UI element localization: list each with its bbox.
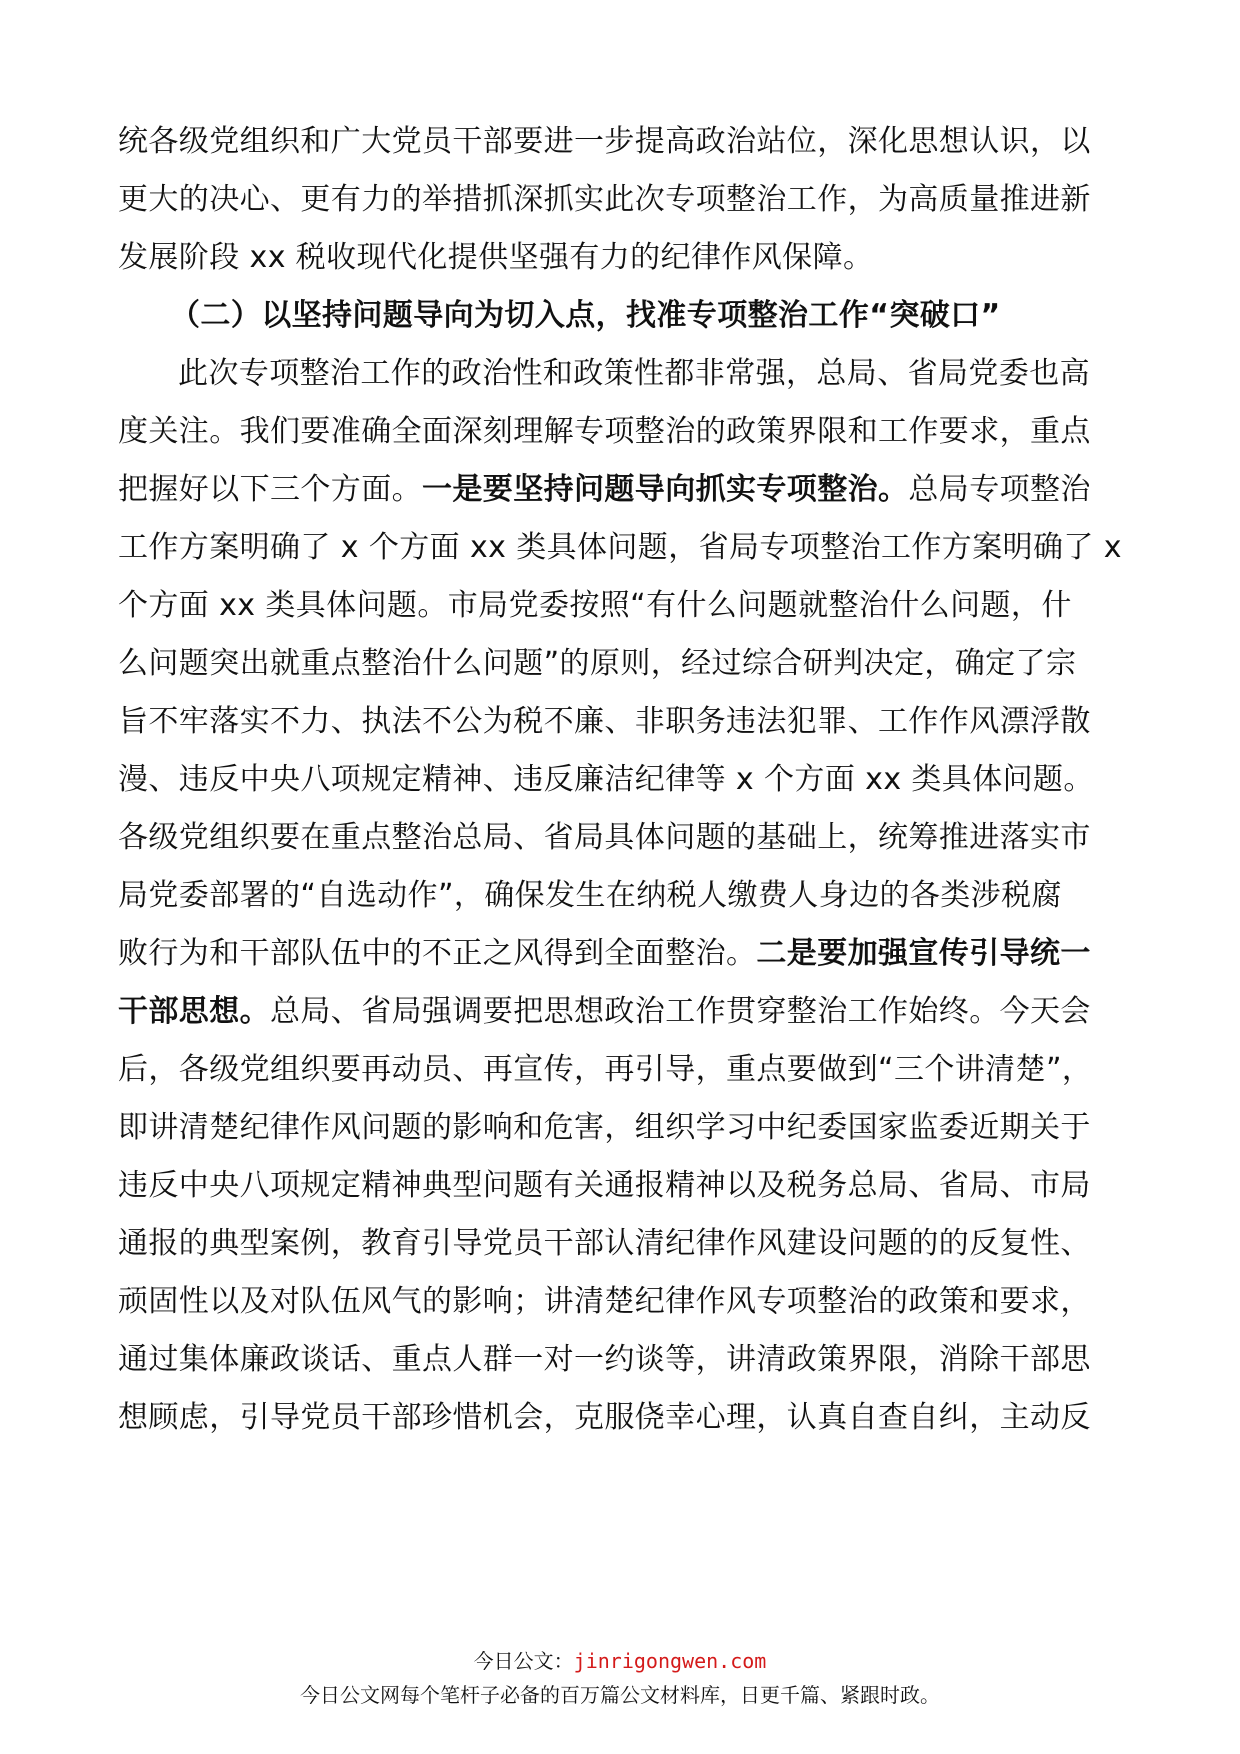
bold-point-1: 一是要坚持问题导向抓实专项整治。: [422, 472, 909, 507]
footer-slogan: 今日公文网每个笔杆子必备的百万篇公文材料库，日更千篇、紧跟时政。: [300, 1683, 940, 1707]
footer-domain-link[interactable]: jinrigongwen.com: [573, 1649, 767, 1673]
text-line: [118, 992, 1118, 1032]
text-line: 顽固性以及对队伍风气的影响；讲清楚纪律作风专项整治的政策和要求，: [118, 1284, 1091, 1319]
text-line: 局党委部署的“自选动作”，确保发生在纳税人缴费人身边的各类涉税腐: [118, 878, 1062, 913]
footer-label: 今日公文：: [473, 1649, 574, 1673]
text-line: 漫、违反中央八项规定精神、违反廉洁纪律等 x 个方面 xx 类具体问题。: [118, 762, 1094, 797]
text-line: 度关注。我们要准确全面深刻理解专项整治的政策界限和工作要求，重点: [118, 414, 1091, 449]
bold-point-2-cont: 干部思想。: [118, 994, 270, 1029]
text-line: 更大的决心、更有力的举措抓深抓实此次专项整治工作，为高质量推进新: [118, 182, 1091, 217]
text-line: 通报的典型案例，教育引导党员干部认清纪律作风建设问题的的反复性、: [118, 1226, 1091, 1261]
text-run: 把握好以下三个方面。: [118, 472, 422, 507]
text-line: 各级党组织要在重点整治总局、省局具体问题的基础上，统筹推进落实市: [118, 820, 1091, 855]
text-run: 败行为和干部队伍中的不正之风得到全面整治。: [118, 936, 757, 971]
text-run: 总局、省局强调要把思想政治工作贯穿整治工作始终。今天会: [270, 994, 1091, 1029]
text-run: 总局专项整治: [908, 472, 1091, 507]
text-line: 么问题突出就重点整治什么问题”的原则，经过综合研判决定，确定了宗: [118, 646, 1077, 681]
text-line: 违反中央八项规定精神典型问题有关通报精神以及税务总局、省局、市局: [118, 1168, 1091, 1203]
text-line: 通过集体廉政谈话、重点人群一对一约谈等，讲清政策界限，消除干部思: [118, 1342, 1091, 1377]
text-line: [118, 470, 1118, 510]
text-line: 即讲清楚纪律作风问题的影响和危害，组织学习中纪委国家监委近期关于: [118, 1110, 1091, 1145]
text-line: 后，各级党组织要再动员、再宣传，再引导，重点要做到“三个讲清楚”，: [118, 1052, 1093, 1087]
bold-point-2: 二是要加强宣传引导统一: [756, 936, 1091, 971]
text-line: 此次专项整治工作的政治性和政策性都非常强，总局、省局党委也高: [178, 356, 1090, 391]
text-line: 发展阶段 xx 税收现代化提供坚强有力的纪律作风保障。: [118, 240, 874, 275]
text-line: 旨不牢落实不力、执法不公为税不廉、非职务违法犯罪、工作作风漂浮散: [118, 704, 1091, 739]
text-line: [118, 934, 1118, 974]
text-line: 统各级党组织和广大党员干部要进一步提高政治站位，深化思想认识，以: [118, 124, 1091, 159]
text-line: 个方面 xx 类具体问题。市局党委按照“有什么问题就整治什么问题，什: [118, 588, 1072, 623]
text-line: 工作方案明确了 x 个方面 xx 类具体问题，省局专项整治工作方案明确了 x: [118, 530, 1122, 565]
text-line: 想顾虑，引导党员干部珍惜机会，克服侥幸心理，认真自查自纠，主动反: [118, 1400, 1091, 1435]
section-heading: （二）以坚持问题导向为切入点，找准专项整治工作“突破口”: [170, 298, 1001, 333]
footer-site: [0, 1648, 1240, 1674]
